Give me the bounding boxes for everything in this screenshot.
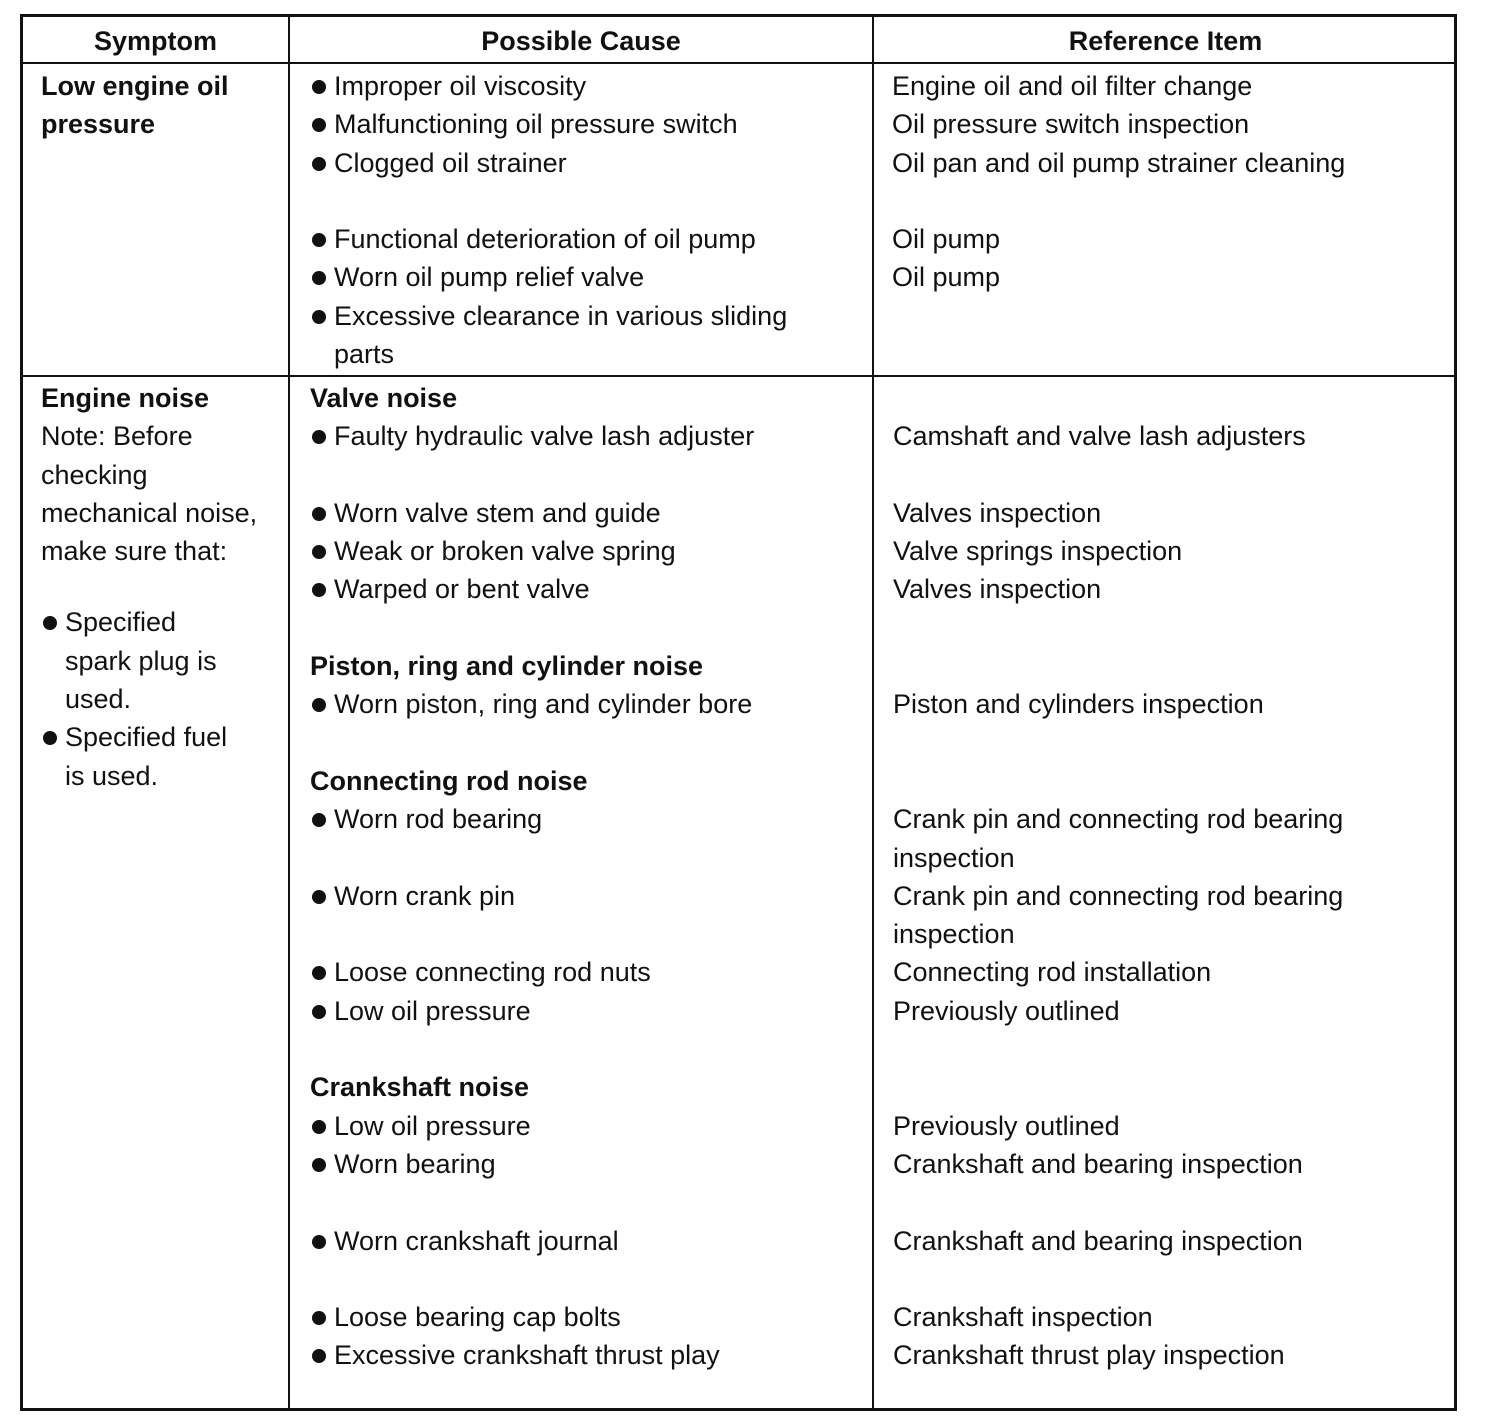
- note-line: Note: Before: [41, 421, 193, 452]
- reference-item: Valves inspection: [893, 497, 1102, 528]
- list-item: Excessive crankshaft thrust play: [310, 1336, 754, 1374]
- list-item: Clogged oil strainer: [310, 144, 787, 182]
- list-item-continued: parts: [334, 339, 395, 370]
- list-item: Worn crank pin: [310, 877, 754, 915]
- reference-item: Previously outlined: [893, 995, 1120, 1026]
- cause-list: [310, 379, 754, 1375]
- reference-item: Crankshaft and bearing inspection: [893, 1148, 1303, 1179]
- list-item: Functional deterioration of oil pump: [310, 220, 787, 258]
- symptom-title: Engine noise: [41, 383, 210, 413]
- list-item: Worn valve stem and guide: [310, 494, 754, 532]
- list-item: Weak or broken valve spring: [310, 532, 754, 570]
- reference-item-continued: inspection: [893, 919, 1015, 950]
- symptom-title: Low engine oil pressure: [41, 71, 229, 140]
- reference-item: Piston and cylinders inspection: [893, 689, 1264, 720]
- column-divider: [872, 17, 874, 1408]
- note-bullet-continued: used.: [65, 684, 132, 715]
- list-item: Worn crankshaft journal: [310, 1222, 754, 1260]
- reference-item: Valve springs inspection: [893, 536, 1183, 567]
- reference-item: Crankshaft and bearing inspection: [893, 1225, 1303, 1256]
- reference-item: Previously outlined: [893, 1110, 1120, 1141]
- reference-item: Crank pin and connecting rod bearing: [893, 804, 1344, 835]
- row-divider: [23, 375, 1454, 377]
- list-item: Low oil pressure: [310, 1107, 754, 1145]
- reference-item-continued: inspection: [893, 842, 1015, 873]
- group-heading: Connecting rod noise: [310, 765, 588, 796]
- list-item: Worn oil pump relief valve: [310, 258, 787, 296]
- reference-item: Oil pump: [892, 224, 1001, 255]
- symptom-engine-noise: [41, 379, 257, 795]
- list-item: Worn bearing: [310, 1145, 754, 1183]
- note-line: checking: [41, 459, 148, 490]
- note-line: make sure that:: [41, 536, 228, 567]
- cause-list: [310, 67, 787, 373]
- header-possible-cause: Possible Cause: [481, 26, 681, 56]
- list-item: Loose bearing cap bolts: [310, 1298, 754, 1336]
- list-item: Malfunctioning oil pressure switch: [310, 105, 787, 143]
- reference-item: Crankshaft thrust play inspection: [893, 1340, 1285, 1371]
- list-item: Worn piston, ring and cylinder bore: [310, 685, 754, 723]
- reference-item: Connecting rod installation: [893, 957, 1212, 988]
- group-heading: Valve noise: [310, 383, 458, 413]
- reference-item: Valves inspection: [893, 574, 1102, 605]
- reference-list: [892, 67, 1345, 297]
- note-bullet-continued: spark plug is: [65, 645, 217, 676]
- troubleshooting-table: [20, 14, 1457, 1411]
- reference-item: Oil pump: [892, 262, 1001, 293]
- list-item: Loose connecting rod nuts: [310, 953, 754, 991]
- list-item: Worn rod bearing: [310, 800, 754, 838]
- reference-item: Oil pan and oil pump strainer cleaning: [892, 147, 1346, 178]
- reference-item: Crank pin and connecting rod bearing: [893, 880, 1344, 911]
- list-item: Low oil pressure: [310, 992, 754, 1030]
- column-divider: [288, 17, 290, 1408]
- header-reference-item: Reference Item: [1068, 26, 1263, 56]
- reference-list: [893, 379, 1343, 1375]
- reference-item: Camshaft and valve lash adjusters: [893, 421, 1306, 452]
- note-bullet: Specified: [41, 603, 257, 641]
- reference-item: Oil pressure switch inspection: [892, 109, 1250, 140]
- group-heading: Piston, ring and cylinder noise: [310, 651, 704, 682]
- note-bullet: Specified fuel: [41, 718, 257, 756]
- header-symptom: Symptom: [93, 26, 218, 56]
- list-item: Improper oil viscosity: [310, 67, 787, 105]
- reference-item: Crankshaft inspection: [893, 1302, 1153, 1333]
- note-line: mechanical noise,: [41, 497, 258, 528]
- list-item: Faulty hydraulic valve lash adjuster: [310, 417, 754, 455]
- list-item: Warped or bent valve: [310, 570, 754, 608]
- list-item: Excessive clearance in various sliding: [310, 297, 787, 335]
- group-heading: Crankshaft noise: [310, 1072, 530, 1103]
- reference-item: Engine oil and oil filter change: [892, 71, 1253, 101]
- note-bullet-continued: is used.: [65, 760, 159, 791]
